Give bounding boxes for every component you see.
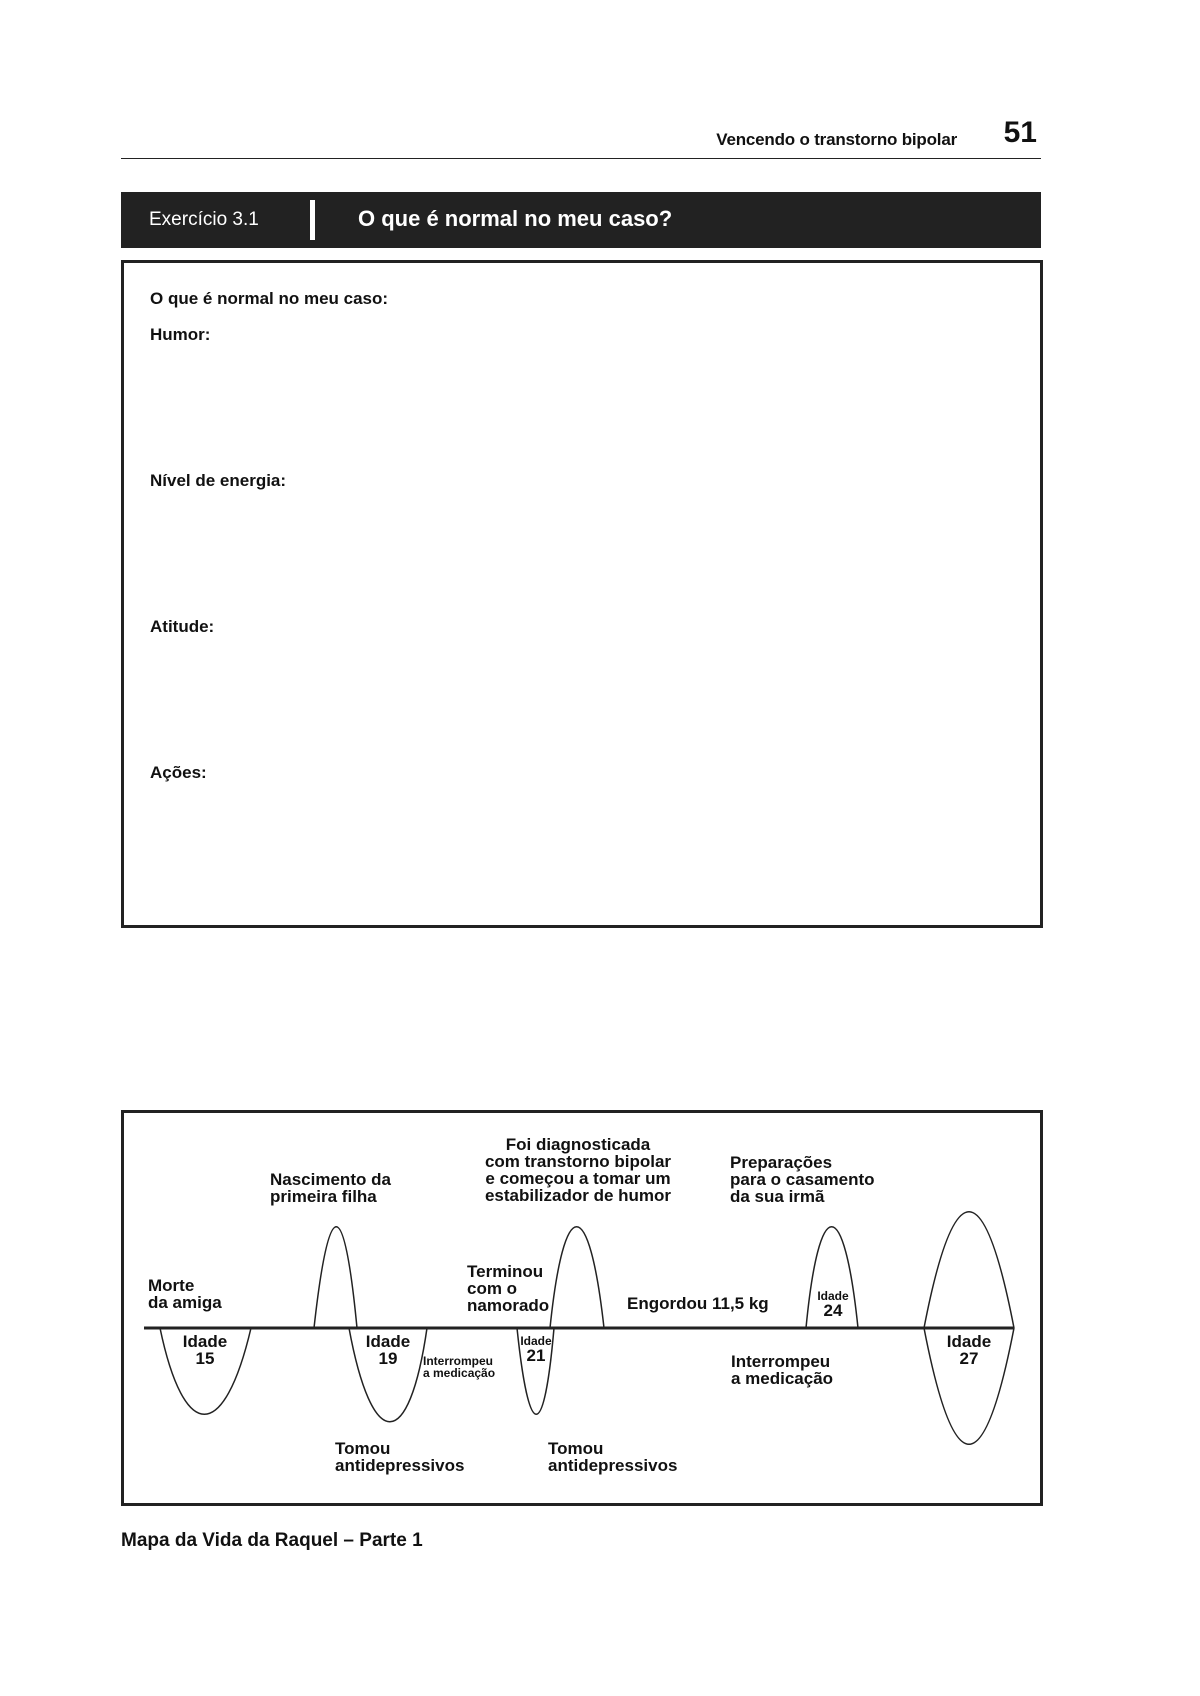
worksheet-heading: O que é normal no meu caso: bbox=[150, 289, 389, 308]
event-tomou-2: Tomou antidepressivos bbox=[548, 1439, 678, 1475]
event-preparacoes: Preparações para o casamento da sua irmã bbox=[730, 1153, 875, 1206]
age-marker-15: Idade 15 bbox=[182, 1332, 228, 1368]
age-marker-19: Idade 19 bbox=[365, 1332, 411, 1368]
page-number: 51 bbox=[1003, 116, 1037, 149]
event-interrompeu-2: Interrompeu a medicação bbox=[731, 1352, 834, 1388]
event-nascimento: Nascimento da primeira filha bbox=[270, 1170, 391, 1206]
figure-caption: Mapa da Vida da Raquel – Parte 1 bbox=[121, 1530, 423, 1551]
event-interrompeu-1: Interrompeu a medicação bbox=[423, 1354, 496, 1380]
mood-peak-27 bbox=[924, 1212, 1014, 1328]
field-area-humor[interactable] bbox=[150, 353, 1014, 453]
age-marker-24: Idade 24 bbox=[817, 1289, 849, 1320]
field-area-acoes[interactable] bbox=[150, 791, 1014, 891]
field-label-acoes: Ações: bbox=[150, 763, 207, 782]
field-area-energia[interactable] bbox=[150, 499, 1014, 599]
mood-peak-birth bbox=[314, 1227, 357, 1328]
running-title: Vencendo o transtorno bipolar bbox=[716, 130, 957, 149]
event-tomou-1: Tomou antidepressivos bbox=[335, 1439, 465, 1475]
field-label-humor: Humor: bbox=[150, 325, 211, 344]
age-marker-21: Idade 21 bbox=[520, 1334, 552, 1365]
age-marker-27: Idade 27 bbox=[946, 1332, 992, 1368]
event-diagnosticada: Foi diagnosticada com transtorno bipolar e começou a tomar um estabilizador de humor bbox=[484, 1135, 672, 1205]
field-label-atitude: Atitude: bbox=[150, 617, 215, 636]
field-label-energia: Nível de energia: bbox=[150, 471, 287, 490]
exercise-title: O que é normal no meu caso? bbox=[358, 206, 673, 231]
life-map-box bbox=[121, 1110, 1043, 1506]
exercise-number: Exercício 3.1 bbox=[149, 209, 259, 230]
banner-divider bbox=[310, 200, 315, 240]
running-header bbox=[121, 118, 1041, 159]
field-area-atitude[interactable] bbox=[150, 645, 1014, 745]
exercise-banner bbox=[121, 192, 1041, 248]
event-morte-amiga: Morte da amiga bbox=[148, 1276, 222, 1312]
worksheet-box bbox=[121, 260, 1043, 928]
mood-peak-diagnosis bbox=[550, 1227, 604, 1328]
event-terminou: Terminou com o namorado bbox=[467, 1262, 550, 1315]
event-engordou: Engordou 11,5 kg bbox=[627, 1294, 769, 1313]
